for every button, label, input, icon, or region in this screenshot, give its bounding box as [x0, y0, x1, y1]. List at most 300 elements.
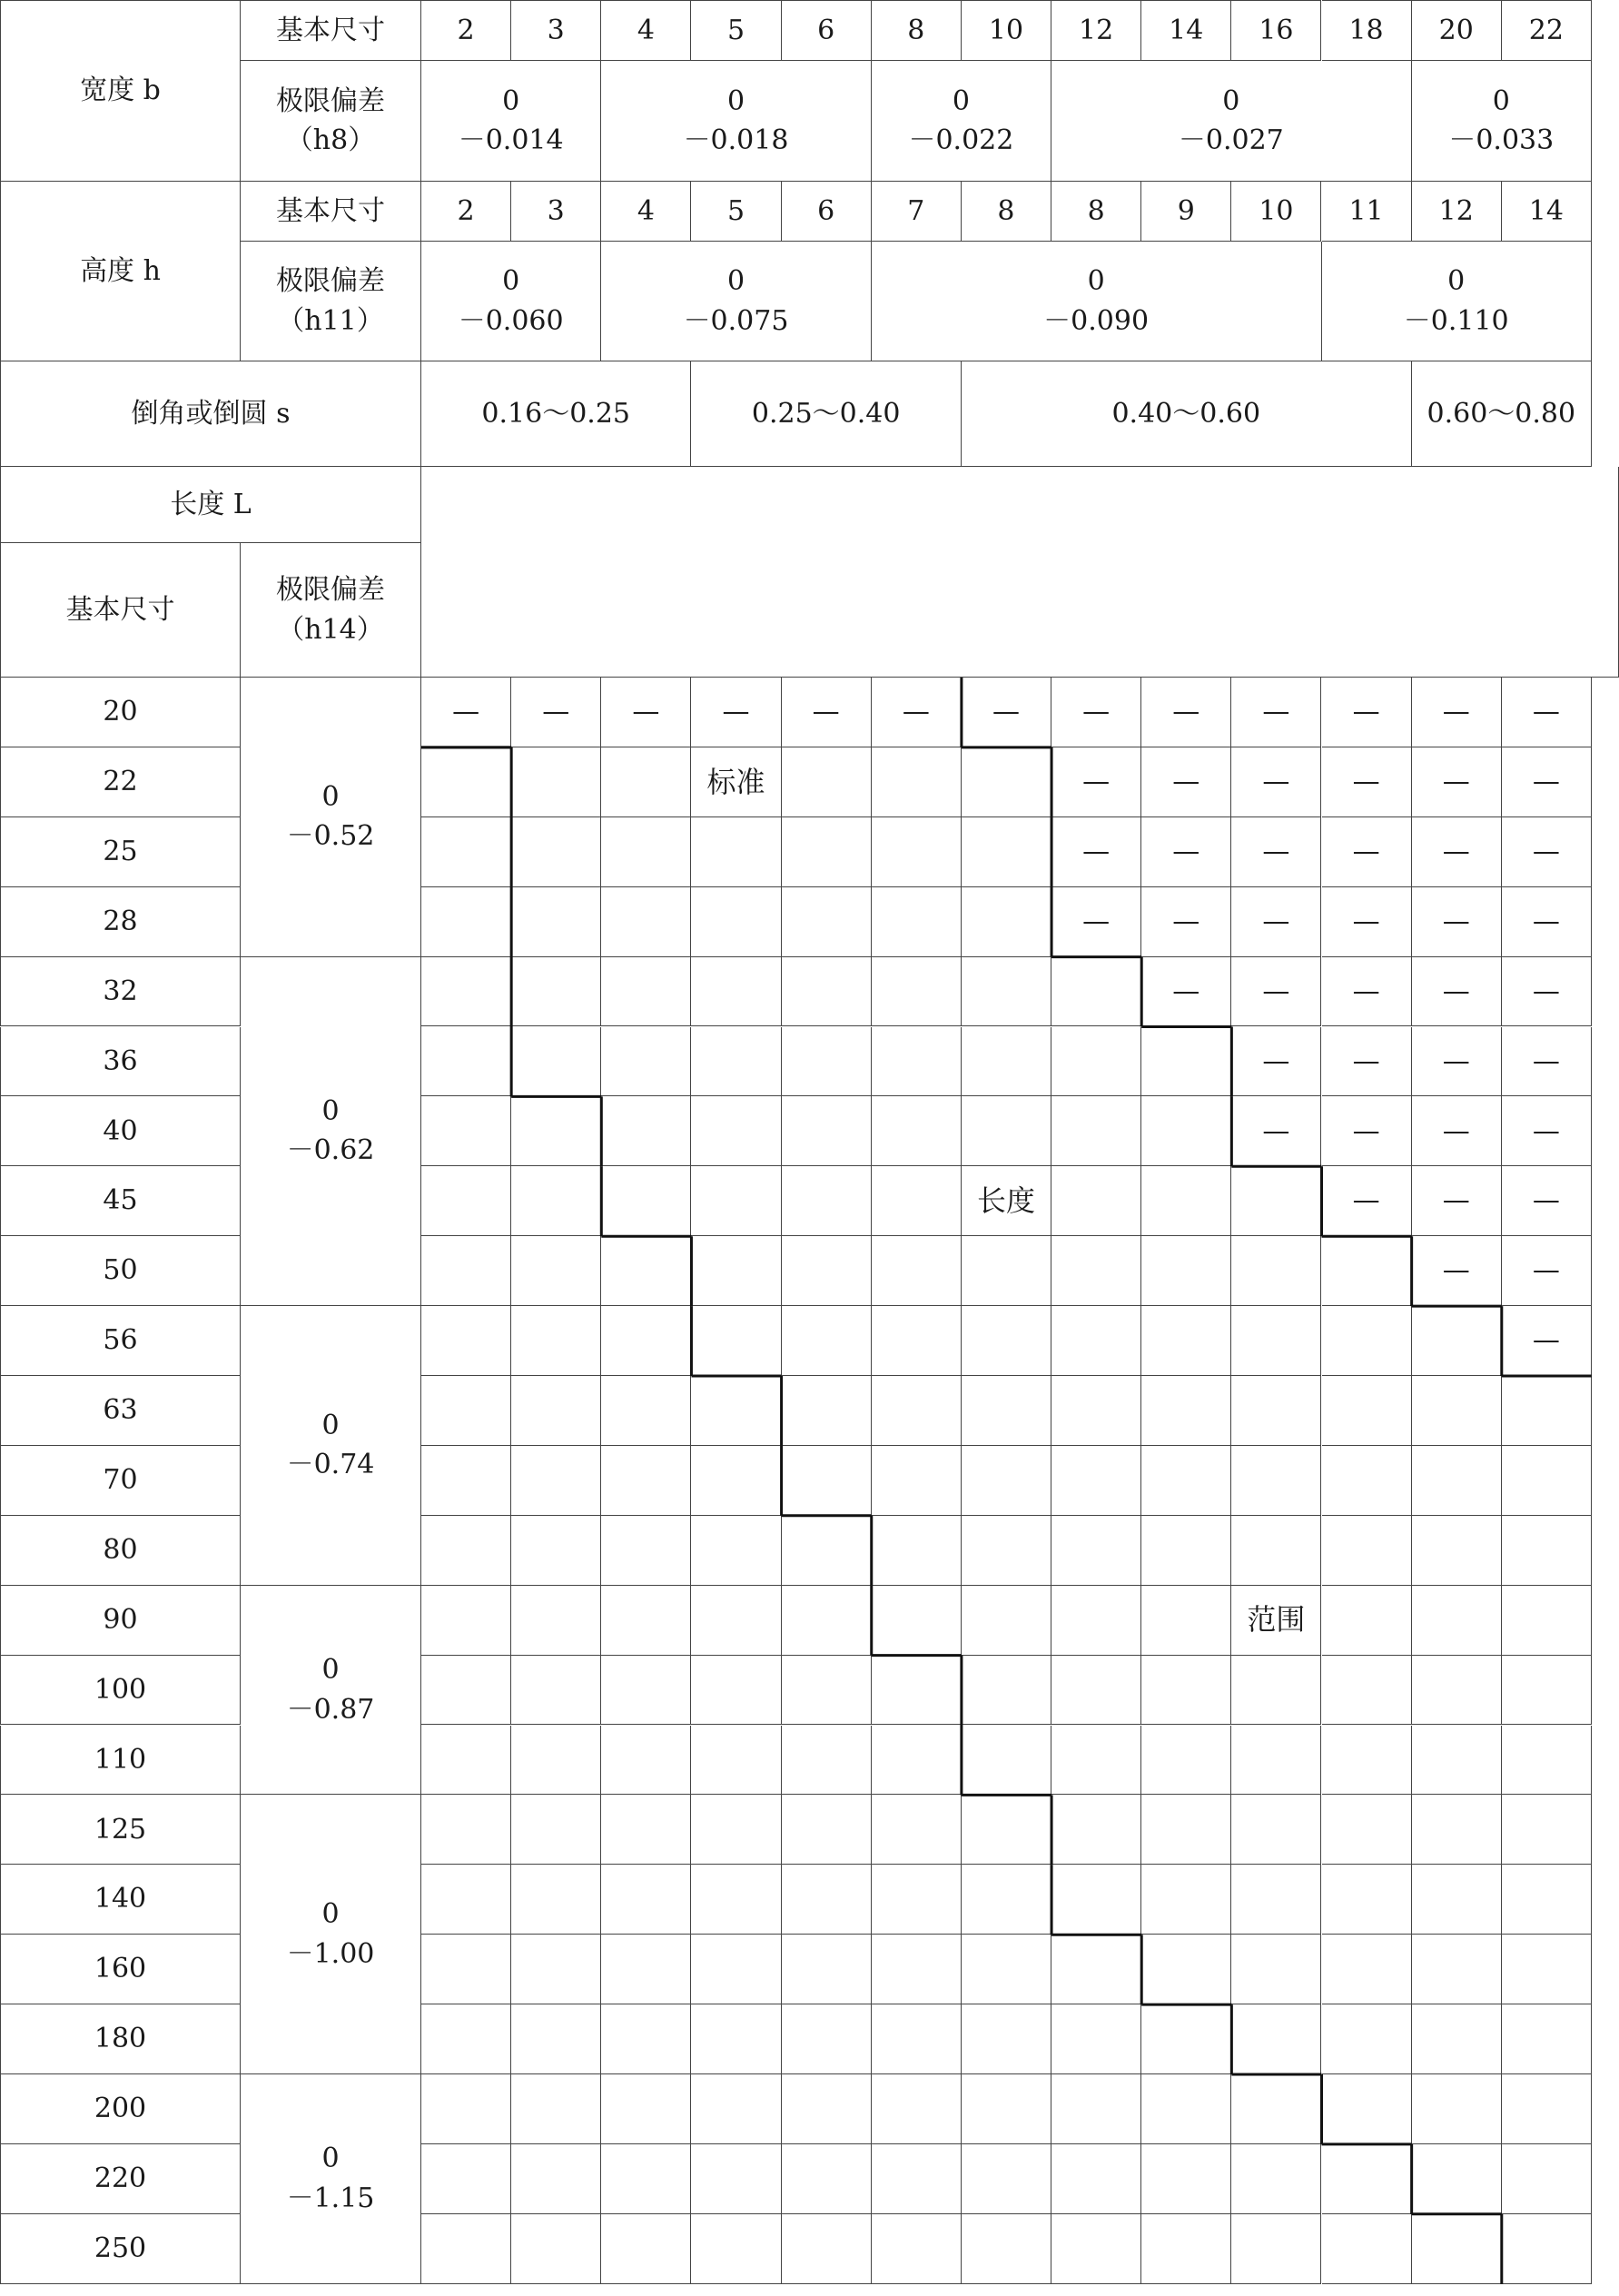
grid-cell [1051, 1027, 1141, 1097]
grid-cell [1051, 678, 1141, 747]
width-basic-size-cell [1231, 0, 1321, 61]
grid-cell [1502, 2004, 1592, 2074]
grid-cell [782, 1306, 872, 1376]
grid-cell [1322, 1935, 1412, 2004]
dash-mark: — [632, 696, 660, 728]
width-deviation-cell [872, 61, 1051, 182]
dash-mark: — [902, 696, 930, 728]
height-basic-size-cell [1141, 182, 1231, 242]
dash-mark: — [1532, 975, 1560, 1007]
grid-cell [601, 1795, 691, 1865]
grid-cell [1502, 1726, 1592, 1796]
length-deviation-cell [241, 1586, 421, 1796]
grid-cell [421, 1795, 511, 1865]
grid-cell [421, 1306, 511, 1376]
grid-cell [1051, 957, 1141, 1027]
length-row-size: 140 [94, 1883, 147, 1915]
grid-cell [421, 1935, 511, 2004]
grid-cell [1322, 1376, 1412, 1446]
dash-mark: — [1172, 835, 1200, 867]
length-row-size: 25 [103, 835, 138, 867]
dash-mark: — [1442, 696, 1470, 728]
grid-cell [691, 957, 781, 1027]
grid-cell [782, 1027, 872, 1097]
grid-cell [962, 1376, 1051, 1446]
grid-cell [1051, 2004, 1141, 2074]
grid-cell [1502, 2214, 1592, 2284]
grid-cell [601, 1166, 691, 1236]
height-basic-size: 2 [457, 194, 475, 227]
grid-cell [601, 1865, 691, 1935]
length-row-size-cell [0, 1376, 241, 1446]
grid-cell [1231, 817, 1321, 887]
grid-cell [872, 2004, 962, 2074]
grid-cell [872, 1376, 962, 1446]
grid-cell [1051, 1586, 1141, 1656]
length-row-size-cell [0, 678, 241, 747]
height-basic-size-cell [1231, 182, 1321, 242]
height-basic-size: 3 [547, 194, 565, 227]
grid-cell [1412, 1935, 1502, 2004]
grid-cell [1412, 1096, 1502, 1166]
grid-cell [511, 1795, 601, 1865]
length-deviation-upper: 0 [321, 1409, 340, 1441]
dash-mark: — [1532, 696, 1560, 728]
dash-mark: — [1532, 905, 1560, 937]
width-deviation-upper: 0 [952, 84, 970, 117]
grid-cell [872, 957, 962, 1027]
grid-cell [962, 1166, 1051, 1236]
grid-cell [1051, 1166, 1141, 1236]
grid-cell [1502, 1516, 1592, 1586]
grid-cell [1141, 1586, 1231, 1656]
grid-cell [872, 2074, 962, 2144]
grid-cell [1231, 1236, 1321, 1306]
grid-cell [872, 1306, 962, 1376]
length-basic-label: 基本尺寸 [65, 593, 175, 626]
grid-cell [511, 887, 601, 957]
length-row-size-cell [0, 1096, 241, 1166]
grid-cell [1231, 1446, 1321, 1516]
grid-cell [691, 1027, 781, 1097]
length-row-size: 22 [103, 766, 138, 798]
width-basic-size: 12 [1079, 14, 1114, 46]
grid-cell [691, 2214, 781, 2284]
grid-cell [601, 1935, 691, 2004]
grid-cell [962, 1935, 1051, 2004]
height-basic-size: 4 [637, 194, 655, 227]
dash-mark: — [452, 696, 480, 728]
width-deviation-lower: －0.027 [1178, 124, 1284, 156]
grid-cell [1412, 2004, 1502, 2074]
width-basic-size-cell [1502, 0, 1592, 61]
dash-mark: — [1262, 1114, 1290, 1147]
grid-cell [1322, 678, 1412, 747]
grid-cell [1322, 1166, 1412, 1236]
grid-cell [1141, 1935, 1231, 2004]
grid-cell [421, 1446, 511, 1516]
length-row-size-cell [0, 1865, 241, 1935]
grid-cell [1412, 1795, 1502, 1865]
dash-mark: — [1532, 835, 1560, 867]
chamfer-label-cell [0, 361, 421, 467]
grid-cell [1322, 2214, 1412, 2284]
grid-cell [962, 2004, 1051, 2074]
grid-cell [421, 1236, 511, 1306]
grid-cell [782, 1865, 872, 1935]
dash-mark: — [1352, 1184, 1380, 1217]
grid-cell [1051, 2074, 1141, 2144]
width-basic-size: 6 [817, 14, 835, 46]
dash-mark: — [1532, 1254, 1560, 1287]
grid-cell [782, 1726, 872, 1796]
grid-cell [1412, 747, 1502, 817]
length-row-size: 40 [103, 1114, 138, 1147]
grid-cell [1141, 1795, 1231, 1865]
dash-mark: — [1532, 1184, 1560, 1217]
grid-cell [1322, 1656, 1412, 1726]
grid-cell [962, 1236, 1051, 1306]
grid-cell [1051, 1726, 1141, 1796]
grid-cell [1502, 747, 1592, 817]
length-row-size-cell [0, 2004, 241, 2074]
length-row-size: 160 [94, 1953, 147, 1985]
grid-cell [601, 957, 691, 1027]
length-row-size-cell [0, 1726, 241, 1796]
grid-cell [1141, 957, 1231, 1027]
grid-cell [1051, 2144, 1141, 2214]
grid-cell [1141, 1166, 1231, 1236]
length-deviation-cell [241, 1795, 421, 2074]
grid-cell [691, 887, 781, 957]
grid-cell [421, 1096, 511, 1166]
grid-cell [1502, 1376, 1592, 1446]
grid-cell [1231, 747, 1321, 817]
grid-cell [601, 678, 691, 747]
grid-cell [1051, 1935, 1141, 2004]
grid-cell [782, 1166, 872, 1236]
grid-cell [1412, 1726, 1502, 1796]
length-header-blank [421, 467, 1619, 678]
grid-cell [1322, 817, 1412, 887]
grid-cell [511, 1236, 601, 1306]
dash-mark: — [1442, 1254, 1470, 1287]
grid-cell [511, 1376, 601, 1446]
length-row-size-cell [0, 1935, 241, 2004]
grid-cell [421, 957, 511, 1027]
grid-cell [962, 2144, 1051, 2214]
height-label-cell [0, 182, 241, 361]
width-deviation-upper: 0 [502, 84, 520, 117]
width-deviation-cell [1051, 61, 1412, 182]
grid-cell [1141, 1027, 1231, 1097]
width-basic-size: 5 [726, 14, 745, 46]
grid-cell [1322, 1586, 1412, 1656]
grid-cell [1412, 1306, 1502, 1376]
grid-cell [601, 1656, 691, 1726]
grid-cell [962, 747, 1051, 817]
grid-cell [1322, 747, 1412, 817]
length-row-size-cell [0, 1516, 241, 1586]
dash-mark: — [1082, 835, 1111, 867]
grid-cell [782, 1656, 872, 1726]
grid-cell [782, 1236, 872, 1306]
grid-cell [872, 887, 962, 957]
grid-cell [782, 2214, 872, 2284]
length-label-cell [0, 467, 421, 543]
dash-mark: — [1532, 1324, 1560, 1357]
height-basic-size: 8 [1087, 194, 1105, 227]
grid-cell [421, 678, 511, 747]
width-deviation-upper: 0 [726, 84, 745, 117]
length-deviation-cell [241, 1306, 421, 1586]
height-deviation-lower: －0.110 [1403, 304, 1509, 337]
dash-mark: — [1262, 696, 1290, 728]
grid-cell [691, 1376, 781, 1446]
width-basic-size-cell [601, 0, 691, 61]
grid-cell [1231, 1865, 1321, 1935]
dash-mark: — [1442, 766, 1470, 798]
grid-cell [782, 887, 872, 957]
grid-cell [601, 2214, 691, 2284]
grid-cell [421, 2004, 511, 2074]
grid-cell [1502, 1586, 1592, 1656]
width-basic-size: 2 [457, 14, 475, 46]
chamfer-range: 0.25～0.40 [751, 397, 901, 430]
dash-mark: — [1262, 975, 1290, 1007]
chamfer-range: 0.60～0.80 [1426, 397, 1576, 430]
width-basic-size-cell [1412, 0, 1502, 61]
height-basic-size: 14 [1528, 194, 1564, 227]
height-basic-size-cell [962, 182, 1051, 242]
grid-cell [872, 1935, 962, 2004]
length-row-size-cell [0, 1306, 241, 1376]
width-deviation-upper: 0 [1492, 84, 1510, 117]
grid-cell [1502, 1096, 1592, 1166]
height-basic-size: 12 [1438, 194, 1474, 227]
length-row-size: 200 [94, 2093, 147, 2125]
dash-mark: — [1082, 766, 1111, 798]
height-basic-size-cell [1322, 182, 1412, 242]
dash-mark: — [1442, 835, 1470, 867]
grid-cell [511, 1865, 601, 1935]
grid-cell [1502, 957, 1592, 1027]
length-row-size-cell [0, 1795, 241, 1865]
grid-cell [1412, 2214, 1502, 2284]
length-row-size-cell [0, 1236, 241, 1306]
grid-cell [1412, 678, 1502, 747]
length-dev-label-lower: （h14） [277, 613, 384, 646]
grid-cell [511, 2144, 601, 2214]
length-basic-label-cell [0, 543, 241, 678]
height-deviation-upper: 0 [726, 265, 745, 297]
length-row-size-cell [0, 887, 241, 957]
length-deviation-upper: 0 [321, 1094, 340, 1127]
grid-cell [1322, 2004, 1412, 2074]
height-basic-size: 9 [1177, 194, 1195, 227]
grid-cell [1231, 1376, 1321, 1446]
grid-cell [872, 1516, 962, 1586]
grid-cell [962, 2074, 1051, 2144]
grid-cell [601, 1446, 691, 1516]
grid-cell [1412, 2074, 1502, 2144]
height-basic-size-cell [1051, 182, 1141, 242]
grid-cell [1502, 1236, 1592, 1306]
dash-mark: — [1442, 905, 1470, 937]
dash-mark: — [1262, 905, 1290, 937]
dash-mark: — [812, 696, 840, 728]
grid-cell [1412, 957, 1502, 1027]
grid-cell [1231, 887, 1321, 957]
grid-cell [1231, 2074, 1321, 2144]
grid-cell [1051, 2214, 1141, 2284]
length-row-size-cell [0, 1446, 241, 1516]
grid-cell [1141, 2144, 1231, 2214]
grid-cell [1141, 1726, 1231, 1796]
grid-cell [511, 2004, 601, 2074]
grid-cell [421, 1656, 511, 1726]
length-row-size: 250 [94, 2232, 147, 2264]
width-basic-size: 22 [1528, 14, 1564, 46]
height-deviation-lower: －0.090 [1043, 304, 1150, 337]
grid-cell [421, 887, 511, 957]
width-basic-size-cell [962, 0, 1051, 61]
height-basic-size-cell [421, 182, 511, 242]
grid-cell [1231, 1795, 1321, 1865]
grid-cell [511, 1096, 601, 1166]
grid-cell [1141, 747, 1231, 817]
grid-cell [1412, 1586, 1502, 1656]
grid-cell [1322, 1516, 1412, 1586]
width-deviation-lower: －0.014 [458, 124, 564, 156]
chamfer-range-cell [691, 361, 961, 467]
grid-cell [691, 817, 781, 887]
grid-cell [782, 1516, 872, 1586]
grid-cell [1322, 2074, 1412, 2144]
dash-mark: — [1352, 1044, 1380, 1077]
grid-cell [1412, 2144, 1502, 2214]
grid-cell [1141, 1656, 1231, 1726]
grid-cell [962, 1586, 1051, 1656]
grid-cell [1231, 2004, 1321, 2074]
grid-cell [691, 2144, 781, 2214]
grid-cell [421, 2214, 511, 2284]
grid-cell [1141, 1516, 1231, 1586]
grid-cell [511, 1027, 601, 1097]
width-basic-size: 16 [1259, 14, 1294, 46]
height-basic-size: 11 [1348, 194, 1384, 227]
grid-cell [962, 1306, 1051, 1376]
height-basic-size: 8 [997, 194, 1015, 227]
grid-cell [782, 747, 872, 817]
grid-cell [421, 2074, 511, 2144]
grid-cell [691, 1516, 781, 1586]
grid-cell [782, 1096, 872, 1166]
length-row-size: 70 [103, 1464, 138, 1497]
grid-cell [691, 1795, 781, 1865]
grid-cell [782, 1795, 872, 1865]
grid-cell [872, 1446, 962, 1516]
width-deviation-upper: 0 [1222, 84, 1240, 117]
length-dev-label-upper: 极限偏差 [276, 574, 385, 606]
length-dev-label-cell [241, 543, 421, 678]
grid-cell [421, 1586, 511, 1656]
grid-cell [1322, 1306, 1412, 1376]
grid-cell [511, 1586, 601, 1656]
length-deviation-lower: －1.15 [286, 2182, 375, 2214]
grid-cell [511, 2214, 601, 2284]
grid-cell [1412, 887, 1502, 957]
dash-mark: — [1352, 766, 1380, 798]
dash-mark: — [1532, 1114, 1560, 1147]
grid-cell [1141, 1376, 1231, 1446]
grid-cell [1231, 678, 1321, 747]
grid-cell [1322, 1726, 1412, 1796]
width-deviation-lower: －0.018 [683, 124, 789, 156]
grid-cell [1231, 1166, 1321, 1236]
grid-cell [1231, 957, 1321, 1027]
grid-cell [1231, 1096, 1321, 1166]
height-basic-size-cell [691, 182, 781, 242]
length-row-size: 180 [94, 2023, 147, 2055]
grid-cell [691, 1236, 781, 1306]
height-basic-size-cell [511, 182, 601, 242]
height-deviation-cell [1322, 242, 1592, 361]
grid-cell [421, 747, 511, 817]
grid-cell [421, 1166, 511, 1236]
grid-cell [691, 1865, 781, 1935]
width-basic-size-cell [1141, 0, 1231, 61]
grid-cell [511, 1726, 601, 1796]
grid-cell [1412, 1376, 1502, 1446]
grid-cell [1502, 1166, 1592, 1236]
length-row-size-cell [0, 747, 241, 817]
chamfer-label: 倒角或倒圆 s [131, 397, 291, 430]
grid-cell [1502, 1935, 1592, 2004]
grid-cell [691, 1446, 781, 1516]
length-row-size-cell [0, 2074, 241, 2144]
grid-cell [962, 887, 1051, 957]
length-row-size-cell [0, 2214, 241, 2284]
grid-cell [872, 1096, 962, 1166]
grid-cell [1322, 2144, 1412, 2214]
length-deviation-lower: －0.74 [286, 1449, 375, 1481]
width-basic-size: 8 [907, 14, 925, 46]
height-basic-size: 6 [817, 194, 835, 227]
length-deviation-cell [241, 957, 421, 1307]
grid-cell [1412, 1865, 1502, 1935]
grid-cell [1502, 1027, 1592, 1097]
width-basic-size-cell [691, 0, 781, 61]
grid-cell [1231, 1656, 1321, 1726]
grid-cell [691, 1306, 781, 1376]
grid-cell [782, 817, 872, 887]
grid-cell [1231, 2144, 1321, 2214]
length-row-size: 50 [103, 1254, 138, 1287]
range-region-label: 标准 [706, 764, 765, 799]
dash-mark: — [1262, 766, 1290, 798]
grid-cell [1051, 887, 1141, 957]
grid-cell [1141, 2214, 1231, 2284]
grid-cell [962, 1865, 1051, 1935]
grid-cell [1412, 1656, 1502, 1726]
dash-mark: — [1442, 1184, 1470, 1217]
width-basic-size-cell [1051, 0, 1141, 61]
length-row-size-cell [0, 1027, 241, 1097]
length-deviation-upper: 0 [321, 780, 340, 813]
dash-mark: — [1352, 696, 1380, 728]
grid-cell [511, 1306, 601, 1376]
